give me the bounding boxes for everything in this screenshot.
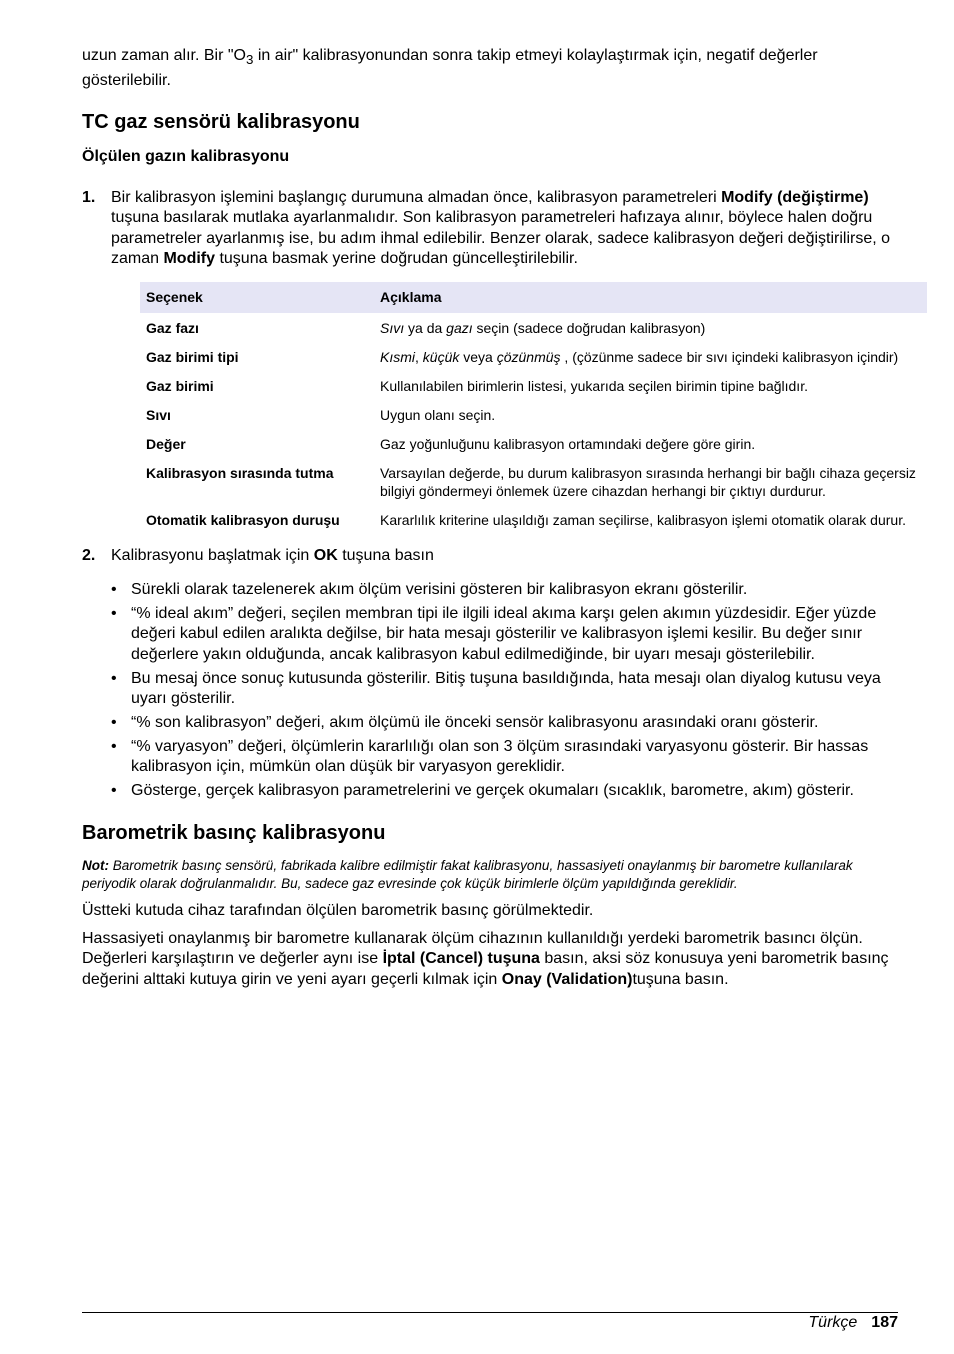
step-2 — [82, 546, 898, 566]
list-item-text: “% son kalibrasyon” değeri, akım ölçümü ile önceki sensör kalibrasyonu arasındaki oranı gösterir. — [131, 713, 819, 731]
italic-term: gazı — [446, 319, 473, 336]
list-item-text: Gösterge, gerçek kalibrasyon parametrelerini ve gerçek okumaları (sıcaklık, barometre, akım) gösterir. — [131, 782, 854, 800]
bullet-icon: • — [111, 669, 117, 687]
options-table — [140, 282, 927, 534]
list-item-text: Sürekli olarak tazelenerek akım ölçüm verisini gösteren bir kalibrasyon ekranı gösterilir. — [131, 581, 748, 599]
bullet-icon: • — [111, 782, 117, 800]
intro-text-1: uzun zaman alır. Bir "O — [82, 47, 246, 64]
intro-paragraph — [82, 46, 898, 91]
description-text: , — [415, 348, 423, 365]
bullet-list — [82, 580, 898, 802]
table-row — [140, 400, 927, 429]
list-item — [82, 781, 898, 801]
step-1-text: Bir kalibrasyon işlemini başlangıç durumuna almadan önce, kalibrasyon parametreleri — [111, 189, 722, 206]
footer-divider — [82, 1312, 898, 1313]
barometric-paragraph-2 — [82, 929, 898, 990]
list-item-text: “% varyasyon” değeri, ölçümlerin kararlılığı olan son 3 ölçüm sırasındaki varyasyonu gösterir. Bir hassas kalibrasyon için, mümkün olan düşük bir varyasyon gereklidir. — [131, 737, 869, 776]
step-2-text: Kalibrasyonu başlatmak için — [111, 546, 314, 564]
table-row — [140, 458, 927, 505]
description-text: seçin (sadece doğrudan kalibrasyon) — [472, 319, 706, 336]
description-text: ya da — [404, 319, 447, 336]
step-1-text: tuşuna basılarak mutlaka ayarlanmalıdır. Son kalibrasyon parametreleri hafızaya alınır, böylece halen doğru parametreler ayarlanmış ise, bu adım ihmal edilebilir. Benzer olarak, sadece kalibrasyon değeri değiştirilirse, o zaman — [111, 209, 891, 268]
option-cell: Gaz fazı — [146, 319, 199, 336]
column-header-option: Seçenek — [140, 282, 374, 313]
option-cell: Gaz birimi — [146, 377, 214, 394]
footer-language: Türkçe — [808, 1314, 858, 1331]
option-cell: Kalibrasyon sırasında tutma — [146, 464, 334, 481]
tc-section-heading: TC gaz sensörü kalibrasyonu — [82, 111, 360, 133]
page-footer — [808, 1313, 898, 1333]
description-text: veya — [459, 348, 497, 365]
column-header-description: Açıklama — [374, 282, 927, 313]
note-text: Barometrik basınç sensörü, fabrikada kalibre edilmiştir fakat kalibrasyonu, hassasiyeti onaylanmış bir barometre kullanılarak periyodik olarak doğrulanmalıdır. Bu, sadece gaz evresinde çok küçük birimlerle ölçüm yapıldığında gereklidir. — [82, 857, 853, 891]
table-row — [140, 505, 927, 534]
option-cell: Otomatik kalibrasyon duruşu — [146, 511, 340, 528]
option-cell: Gaz birimi tipi — [146, 348, 239, 365]
step-1-bold-modify: Modify — [163, 250, 216, 268]
description-cell: Kararlılık kriterine ulaşıldığı zaman seçilirse, kalibrasyon işlemi otomatik olarak durur. — [380, 511, 906, 528]
intro-subscript: 3 — [245, 52, 254, 68]
list-item — [82, 713, 898, 733]
barometric-section-heading: Barometrik basınç kalibrasyonu — [82, 821, 386, 844]
step-2-bold-ok: OK — [313, 546, 338, 564]
step-number: 2. — [82, 546, 96, 564]
bold-validation-key: Onay (Validation) — [501, 970, 633, 988]
italic-term: Sıvı — [380, 319, 405, 336]
table-row — [140, 371, 927, 400]
option-cell: Değer — [146, 435, 186, 452]
table-row — [140, 429, 927, 458]
list-item — [82, 580, 898, 600]
bullet-icon: • — [111, 581, 117, 599]
option-cell: Sıvı — [146, 406, 171, 423]
description-cell — [374, 313, 927, 342]
list-item-text: “% ideal akım” değeri, seçilen membran tipi ile ilgili ideal akıma karşı gelen akımın yüzdesidir. Eğer yüzde değeri kabul edilen aralıkta değilse, bir hata mesajı gösterilir ve kalibrasyon işlemi kesilir. Bu değer sınır değerlere yakın olduğunda, ancak kalibrasyon kabul edilmediğinde, bir uyarı mesajı gösterilebilir. — [131, 604, 877, 663]
italic-term: küçük — [422, 348, 460, 365]
note-paragraph — [82, 857, 898, 893]
italic-term: çözünmüş — [496, 348, 561, 365]
intro-text-2: in air" kalibrasyonundan sonra takip etmeyi kolaylaştırmak için, negatif değerler gösterilebilir. — [82, 47, 818, 89]
description-text: , (çözünme sadece bir sıvı içindeki kalibrasyon içindir) — [560, 348, 899, 365]
barometric-paragraph-1: Üstteki kutuda cihaz tarafından ölçülen barometrik basınç görülmektedir. — [82, 901, 594, 919]
italic-term: Kısmi — [380, 348, 415, 365]
bold-cancel-key: İptal (Cancel) tuşuna — [382, 950, 540, 968]
step-2-text: tuşuna basın — [337, 546, 434, 564]
note-label: Not: — [82, 857, 109, 873]
step-1 — [82, 188, 916, 534]
list-item — [82, 604, 898, 665]
paragraph-text: Hassasiyeti onaylanmış bir barometre kullanarak ölçüm cihazının kullanıldığı yerdeki barometrik basıncı ölçün. Değerleri karşılaştırın ve değerler aynı ise — [82, 930, 863, 968]
description-cell: Varsayılan değerde, bu durum kalibrasyon sırasında herhangi bir bağlı cihaza geçersiz bilgiyi göndermeyi önlemek üzere cihazdan herhangi bir çıktıyı durdurur. — [380, 464, 916, 499]
paragraph-text: basın, aksi söz konusuya yeni barometrik basınç değerini alttaki kutuya girin ve yeni ayarı geçerli kılmak için — [82, 950, 889, 988]
table-row — [140, 342, 927, 371]
bullet-icon: • — [111, 737, 117, 755]
step-number: 1. — [82, 189, 96, 206]
list-item — [82, 669, 898, 710]
description-cell — [374, 342, 927, 371]
paragraph-text: tuşuna basın. — [632, 970, 729, 988]
bullet-icon: • — [111, 604, 117, 622]
gas-subsection-heading: Ölçülen gazın kalibrasyonu — [82, 148, 290, 165]
step-1-bold-modify: Modify (değiştirme) — [721, 189, 869, 206]
page-content — [82, 46, 916, 990]
description-cell: Uygun olanı seçin. — [380, 406, 496, 423]
list-item-text: Bu mesaj önce sonuç kutusunda gösterilir. Bitiş tuşuna basıldığında, hata mesajı olan diyalog kutusu veya uyarı gösterilir. — [131, 669, 881, 708]
bullet-icon: • — [111, 713, 117, 731]
table-row — [140, 313, 927, 342]
description-cell: Gaz yoğunluğunu kalibrasyon ortamındaki değere göre girin. — [380, 435, 756, 452]
steps-list — [82, 188, 916, 566]
description-cell: Kullanılabilen birimlerin listesi, yukarıda seçilen birimin tipine bağlıdır. — [380, 377, 808, 394]
step-1-text: tuşuna basmak yerine doğrudan güncelleştirilebilir. — [215, 250, 578, 268]
table-header-row — [140, 282, 927, 313]
list-item — [82, 737, 898, 778]
page-number: 187 — [871, 1314, 898, 1331]
